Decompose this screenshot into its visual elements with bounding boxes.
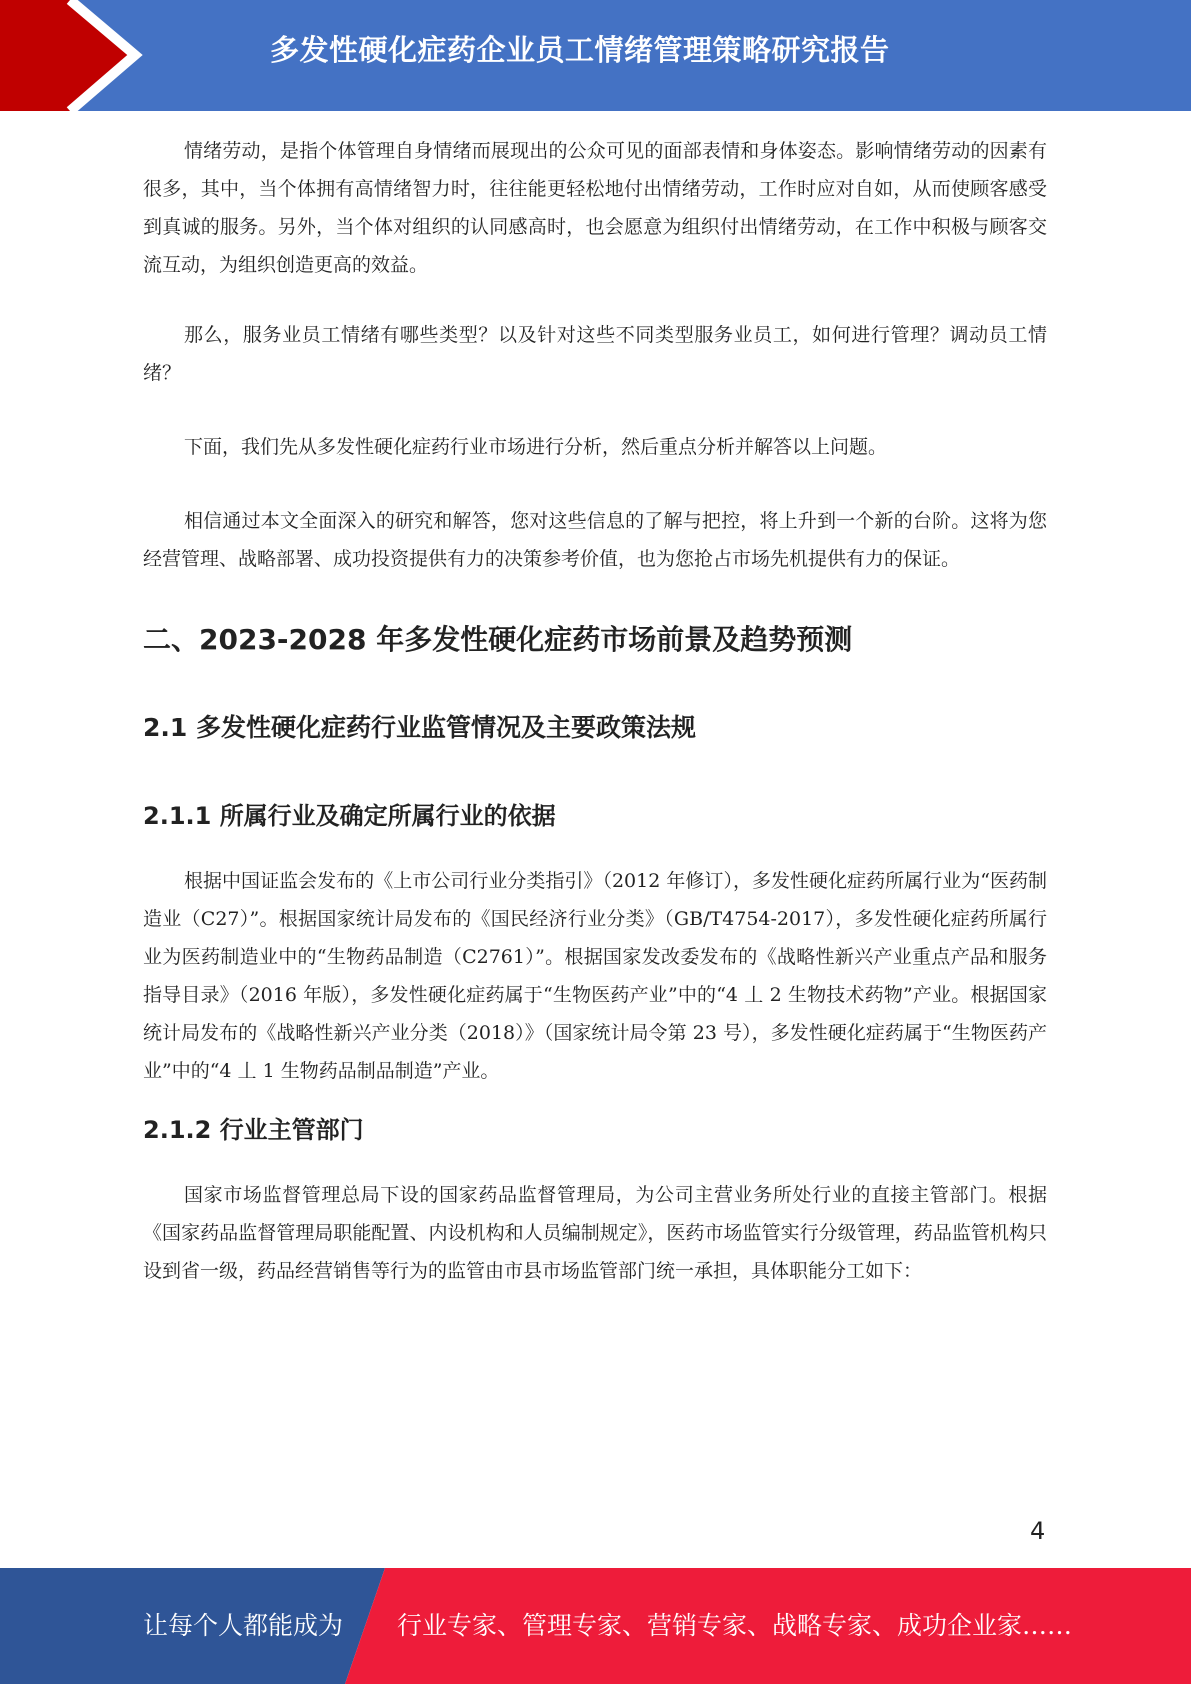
intro-paragraph-1: 情绪劳动，是指个体管理自身情绪而展现出的公众可见的面部表情和身体姿态。影响情绪劳动的因素有很多，其中，当个体拥有高情绪智力时，往往能更轻松地付出情绪劳动，工作时应对自如，从而使顾客感受到真诚的服务。另外，当个体对组织的认同感高时，也会愿意为组织付出情绪劳动，在工作中积极与顾客交流互动，为组织创造更高的效益。 <box>143 140 1047 276</box>
report-title: 多发性硬化症药企业员工情绪管理策略研究报告 <box>270 33 890 67</box>
subsubsection-heading-2: 2.1.2 行业主管部门 <box>143 1116 364 1144</box>
intro-paragraph-4: 相信通过本文全面深入的研究和解答，您对这些信息的了解与把控，将上升到一个新的台阶。这将为您经营管理、战略部署、成功投资提供有力的决策参考价值，也为您抢占市场先机提供有力的保证。 <box>143 510 1047 570</box>
subsubsection-heading-1: 2.1.1 所属行业及确定所属行业的依据 <box>143 802 556 830</box>
footer-slogan-left: 让每个人都能成为 <box>143 1611 344 1640</box>
intro-paragraph-3: 下面，我们先从多发性硬化症药行业市场进行分析，然后重点分析并解答以上问题。 <box>184 436 888 458</box>
page-footer <box>0 1568 1191 1684</box>
main-content <box>143 132 1047 1290</box>
page-header <box>0 0 1191 111</box>
industry-basis-paragraph: 根据中国证监会发布的《上市公司行业分类指引》（2012 年修订），多发性硬化症药所属行业为“医药制造业（C27）”。根据国家统计局发布的《国民经济行业分类》（GB/T4754-2017），多发性硬化症药所属行业为医药制造业中的“生物药品制造（C2761）”。根据国家发改委发布的《战略性新兴产业重点产品和服务指导目录》（2016 年版），多发性硬化症药属于“生物医药产业”中的“4 丄 2 生物技术药物”产业。根据国家统计局发布的《战略性新兴产业分类（2018）》（国家统计局令第 23 号），多发性硬化症药属于“生物医药产业”中的“4 丄 1 生物药品制品制造”产业。 <box>143 870 1047 1082</box>
subsection-heading: 2.1 多发性硬化症药行业监管情况及主要政策法规 <box>143 713 696 742</box>
header-chevron-decoration <box>0 0 160 111</box>
footer-slogan-right: 行业专家、管理专家、营销专家、战略专家、成功企业家…… <box>397 1611 1073 1640</box>
intro-paragraph-2: 那么，服务业员工情绪有哪些类型？以及针对这些不同类型服务业员工，如何进行管理？调动员工情绪？ <box>143 324 1047 384</box>
regulator-paragraph: 国家市场监督管理总局下设的国家药品监督管理局，为公司主营业务所处行业的直接主管部门。根据《国家药品监督管理局职能配置、内设机构和人员编制规定》，医药市场监管实行分级管理，药品监管机构只设到省一级，药品经营销售等行为的监管由市县市场监管部门统一承担，具体职能分工如下： <box>143 1184 1047 1282</box>
page-number: 4 <box>1030 1517 1046 1545</box>
section-heading: 二、2023-2028 年多发性硬化症药市场前景及趋势预测 <box>143 623 853 656</box>
